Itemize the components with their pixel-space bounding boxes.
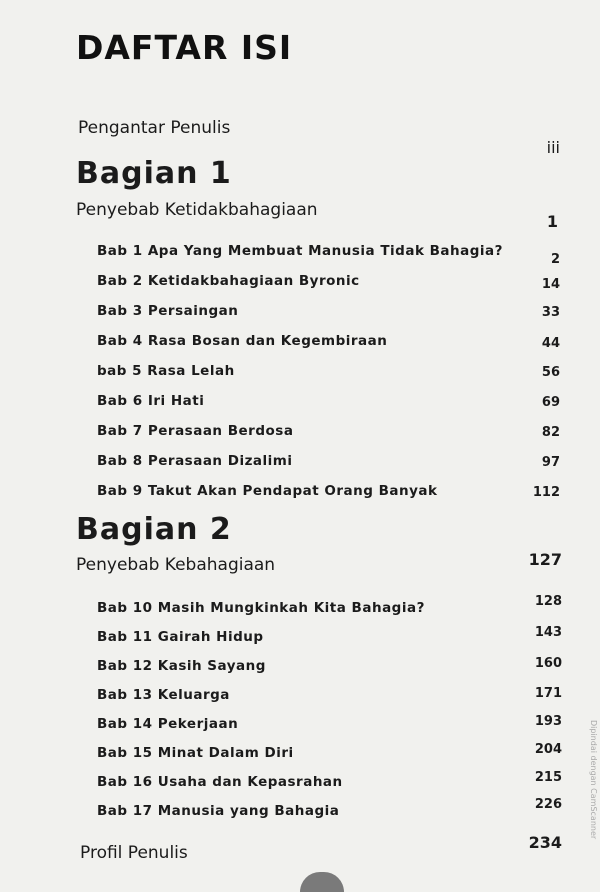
show-through-text xyxy=(395,110,405,145)
chapter-page: 128 xyxy=(534,594,562,609)
chapter-page: 97 xyxy=(541,455,560,470)
chapter-label: Bab 1 Apa Yang Membuat Manusia Tidak Bahagia? xyxy=(97,243,503,259)
bagian2-subtitle: Penyebab Kebahagiaan xyxy=(76,555,276,575)
bagian1-page: 1 xyxy=(546,212,558,231)
chapter-label: Bab 4 Rasa Bosan dan Kegembiraan xyxy=(97,333,388,349)
chapter-page: 33 xyxy=(541,305,560,320)
chapter-page: 82 xyxy=(541,425,560,440)
profil-label: Profil Penulis xyxy=(80,843,188,863)
chapter-label: Bab 6 Iri Hati xyxy=(97,393,205,409)
chapter-label: Bab 2 Ketidakbahagiaan Byronic xyxy=(97,273,360,289)
chapter-page: 215 xyxy=(534,770,562,785)
chapter-page: 226 xyxy=(534,797,562,812)
chapter-label: Bab 8 Perasaan Dizalimi xyxy=(97,453,293,469)
chapter-label: Bab 7 Perasaan Berdosa xyxy=(97,423,294,439)
chapter-label: Bab 15 Minat Dalam Diri xyxy=(97,745,294,761)
chapter-label: Bab 9 Takut Akan Pendapat Orang Banyak xyxy=(97,483,438,499)
chapter-page: 2 xyxy=(550,252,560,267)
scan-shadow xyxy=(300,872,344,892)
bagian1-heading: Bagian 1 xyxy=(76,156,232,191)
chapter-label: Bab 3 Persaingan xyxy=(97,303,239,319)
chapter-page: 44 xyxy=(541,336,560,351)
chapter-label: Bab 12 Kasih Sayang xyxy=(97,658,266,674)
chapter-page: 112 xyxy=(532,485,560,500)
chapter-page: 160 xyxy=(534,656,562,671)
scanner-watermark: Dipindai dengan CamScanner xyxy=(589,720,598,840)
page-title: DAFTAR ISI xyxy=(76,28,293,67)
profil-page: 234 xyxy=(528,833,562,852)
chapter-page: 143 xyxy=(534,625,562,640)
chapter-page: 69 xyxy=(541,395,560,410)
chapter-label: Bab 16 Usaha dan Kepasrahan xyxy=(97,774,343,790)
chapter-page: 204 xyxy=(534,742,562,757)
bagian2-heading: Bagian 2 xyxy=(76,512,232,547)
chapter-label: Bab 17 Manusia yang Bahagia xyxy=(97,803,340,819)
pengantar-page: iii xyxy=(546,138,560,157)
chapter-page: 171 xyxy=(534,686,562,701)
chapter-page: 193 xyxy=(534,714,562,729)
bagian1-subtitle: Penyebab Ketidakbahagiaan xyxy=(76,200,318,220)
chapter-label: bab 5 Rasa Lelah xyxy=(97,363,235,379)
chapter-label: Bab 11 Gairah Hidup xyxy=(97,629,264,645)
chapter-label: Bab 13 Keluarga xyxy=(97,687,230,703)
chapter-label: Bab 14 Pekerjaan xyxy=(97,716,239,732)
pengantar-label: Pengantar Penulis xyxy=(78,118,231,138)
bagian2-page: 127 xyxy=(528,550,562,569)
chapter-page: 56 xyxy=(541,365,560,380)
chapter-label: Bab 10 Masih Mungkinkah Kita Bahagia? xyxy=(97,600,425,616)
chapter-page: 14 xyxy=(541,277,560,292)
